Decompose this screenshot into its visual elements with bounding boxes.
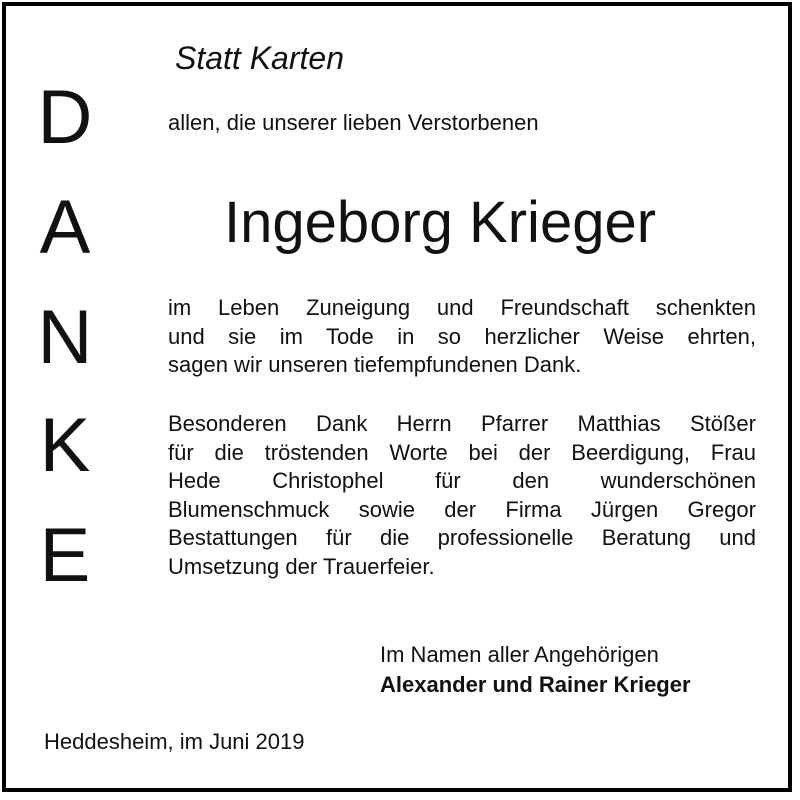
signature-line: Im Namen aller Angehörigen xyxy=(380,642,659,667)
deceased-name: Ingeborg Krieger xyxy=(223,190,657,255)
paragraph-line: und sie im Tode in so herzlicher Weise ehrten, xyxy=(168,323,756,349)
paragraph-line: Hede Christophel für den wunderschönen xyxy=(168,468,756,493)
danke-letter-d: D xyxy=(37,75,93,160)
danke-letter-e: E xyxy=(39,513,91,598)
paragraph-line: im Leben Zuneigung und Freundschaft schenkten xyxy=(168,295,756,320)
signature-names: Alexander und Rainer Krieger xyxy=(380,672,691,697)
danke-letter-a: A xyxy=(39,185,91,270)
thanks-paragraph xyxy=(168,294,756,380)
intro-text: allen, die unserer lieben Verstorbenen xyxy=(168,110,539,135)
paragraph-line: sagen wir unseren tiefempfundenen Dank. xyxy=(168,352,582,377)
paragraph-line: Bestattungen für die professionelle Beratung und xyxy=(168,525,756,550)
paragraph-line: für die tröstenden Worte bei der Beerdigung, Frau xyxy=(168,439,756,465)
signature-block xyxy=(380,640,691,700)
special-thanks-paragraph xyxy=(168,410,756,581)
paragraph-line: Besonderen Dank Herrn Pfarrer Matthias Stößer xyxy=(168,411,756,436)
danke-letter-k: K xyxy=(39,403,91,488)
paragraph-line: Blumenschmuck sowie der Firma Jürgen Gregor xyxy=(168,496,756,522)
paragraph-line: Umsetzung der Trauerfeier. xyxy=(168,553,435,579)
header-statt-karten: Statt Karten xyxy=(175,40,344,76)
place-date: Heddesheim, im Juni 2019 xyxy=(44,729,305,754)
danke-letter-n: N xyxy=(37,295,93,380)
